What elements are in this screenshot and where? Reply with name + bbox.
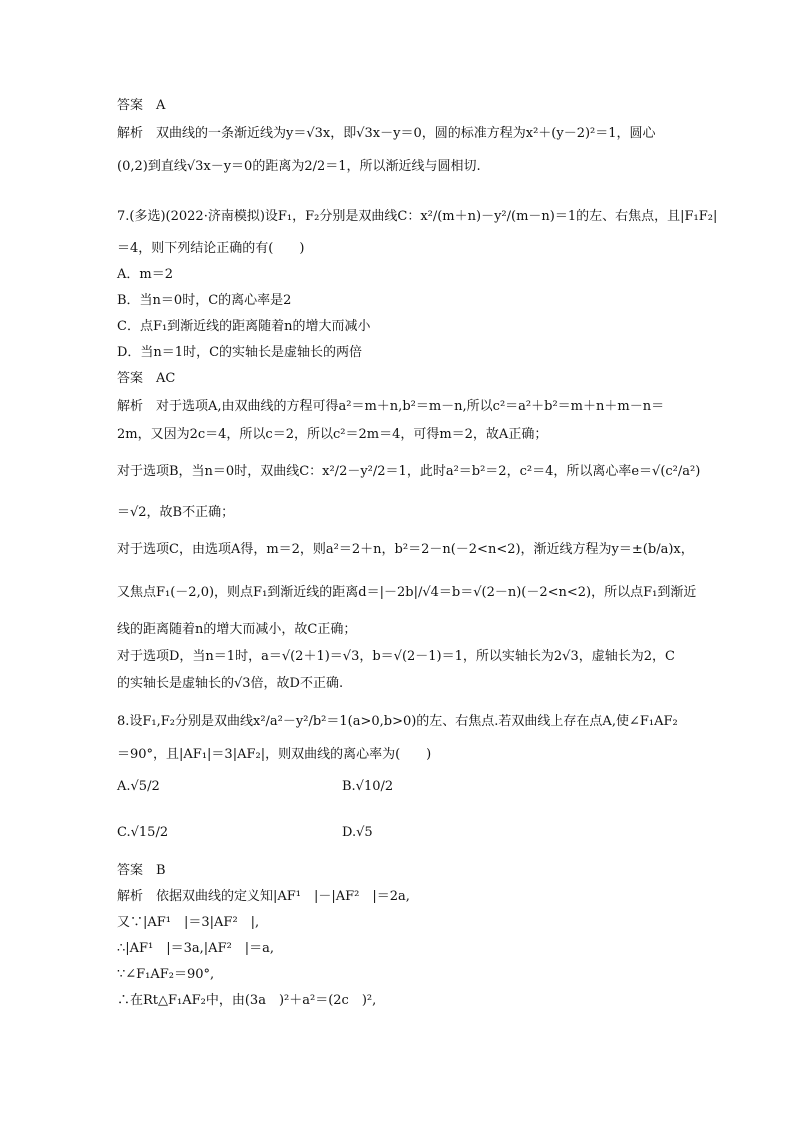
text-line-l18: 对于选项D，当n＝1时，a＝√(2＋1)＝√3，b＝√(2－1)＝1，所以实轴长为2√3，虚轴长为2，C <box>117 649 675 664</box>
text-line-l16: 又焦点F₁(－2,0)，则点F₁到渐近线的距离d＝|－2b|/√4＝b＝√(2－n)(－2<n<2)，所以点F₁到渐近 <box>117 585 697 600</box>
text-line-t06: ∴在Rt△F₁AF₂中，由(3a )²＋a²＝(2c )², <box>117 993 377 1008</box>
text-line-l17: 线的距离随着n的增大而减小，故C正确； <box>117 622 357 637</box>
option-a: A.√5/2 <box>117 779 160 794</box>
text-line-t05: ∵∠F₁AF₂＝90°, <box>117 967 215 982</box>
text-line-l01: 答案 A <box>117 98 166 113</box>
text-line-l21: ＝90°，且|AF₁|＝3|AF₂|，则双曲线的离心率为( ) <box>117 747 432 762</box>
text-line-l13: 对于选项B，当n＝0时，双曲线C：x²/2－y²/2＝1，此时a²＝b²＝2，c²＝4，所以离心率e＝√(c²/a²) <box>117 464 701 479</box>
text-line-l09: D．当n＝1时，C的实轴长是虚轴长的两倍 <box>117 345 363 360</box>
text-line-l20: 8.设F₁,F₂分别是双曲线x²/a²－y²/b²＝1(a>0,b>0)的左、右焦点.若双曲线上存在点A,使∠F₁AF₂ <box>117 714 678 729</box>
text-line-l19: 的实轴长是虚轴长的√3倍，故D不正确. <box>117 676 344 691</box>
text-line-l03: (0,2)到直线√3x－y＝0的距离为2/2＝1，所以渐近线与圆相切. <box>117 159 481 174</box>
text-line-l02: 解析 双曲线的一条渐近线为y＝√3x，即√3x－y＝0，圆的标准方程为x²＋(y－2)²＝1，圆心 <box>117 126 656 141</box>
text-line-l06: A．m＝2 <box>117 267 173 282</box>
text-line-l07: B．当n＝0时，C的离心率是2 <box>117 293 292 308</box>
text-line-l08: C．点F₁到渐近线的距离随着n的增大而减小 <box>117 319 371 334</box>
option-b: B.√10/2 <box>342 779 394 794</box>
option-d: D.√5 <box>342 825 373 840</box>
text-line-t03: 又∵|AF¹ |＝3|AF² |, <box>117 915 260 930</box>
text-line-t02: 解析 依据双曲线的定义知|AF¹ |－|AF² |＝2a, <box>117 889 410 904</box>
text-line-t01: 答案 B <box>117 863 166 878</box>
text-line-t04: ∴|AF¹ |＝3a,|AF² |＝a, <box>117 941 275 956</box>
text-line-l14: ＝√2，故B不正确； <box>117 505 235 520</box>
option-c: C.√15/2 <box>117 825 169 840</box>
text-line-l10: 答案 AC <box>117 371 176 386</box>
text-line-l11: 解析 对于选项A,由双曲线的方程可得a²＝m＋n,b²＝m－n,所以c²＝a²＋b²＝m＋n＋m－n＝ <box>117 399 665 414</box>
text-line-l15: 对于选项C，由选项A得，m＝2，则a²＝2＋n，b²＝2－n(－2<n<2)，渐近线方程为y＝±(b/a)x， <box>117 542 694 557</box>
text-line-l12: 2m，又因为2c＝4，所以c＝2，所以c²＝2m＝4，可得m＝2，故A正确； <box>117 427 548 442</box>
text-line-l04: 7.(多选)(2022·济南模拟)设F₁，F₂分别是双曲线C：x²/(m＋n)－y²/(m－n)＝1的左、右焦点，且|F₁F₂| <box>117 209 718 224</box>
text-line-l05: ＝4，则下列结论正确的有( ) <box>117 241 305 256</box>
